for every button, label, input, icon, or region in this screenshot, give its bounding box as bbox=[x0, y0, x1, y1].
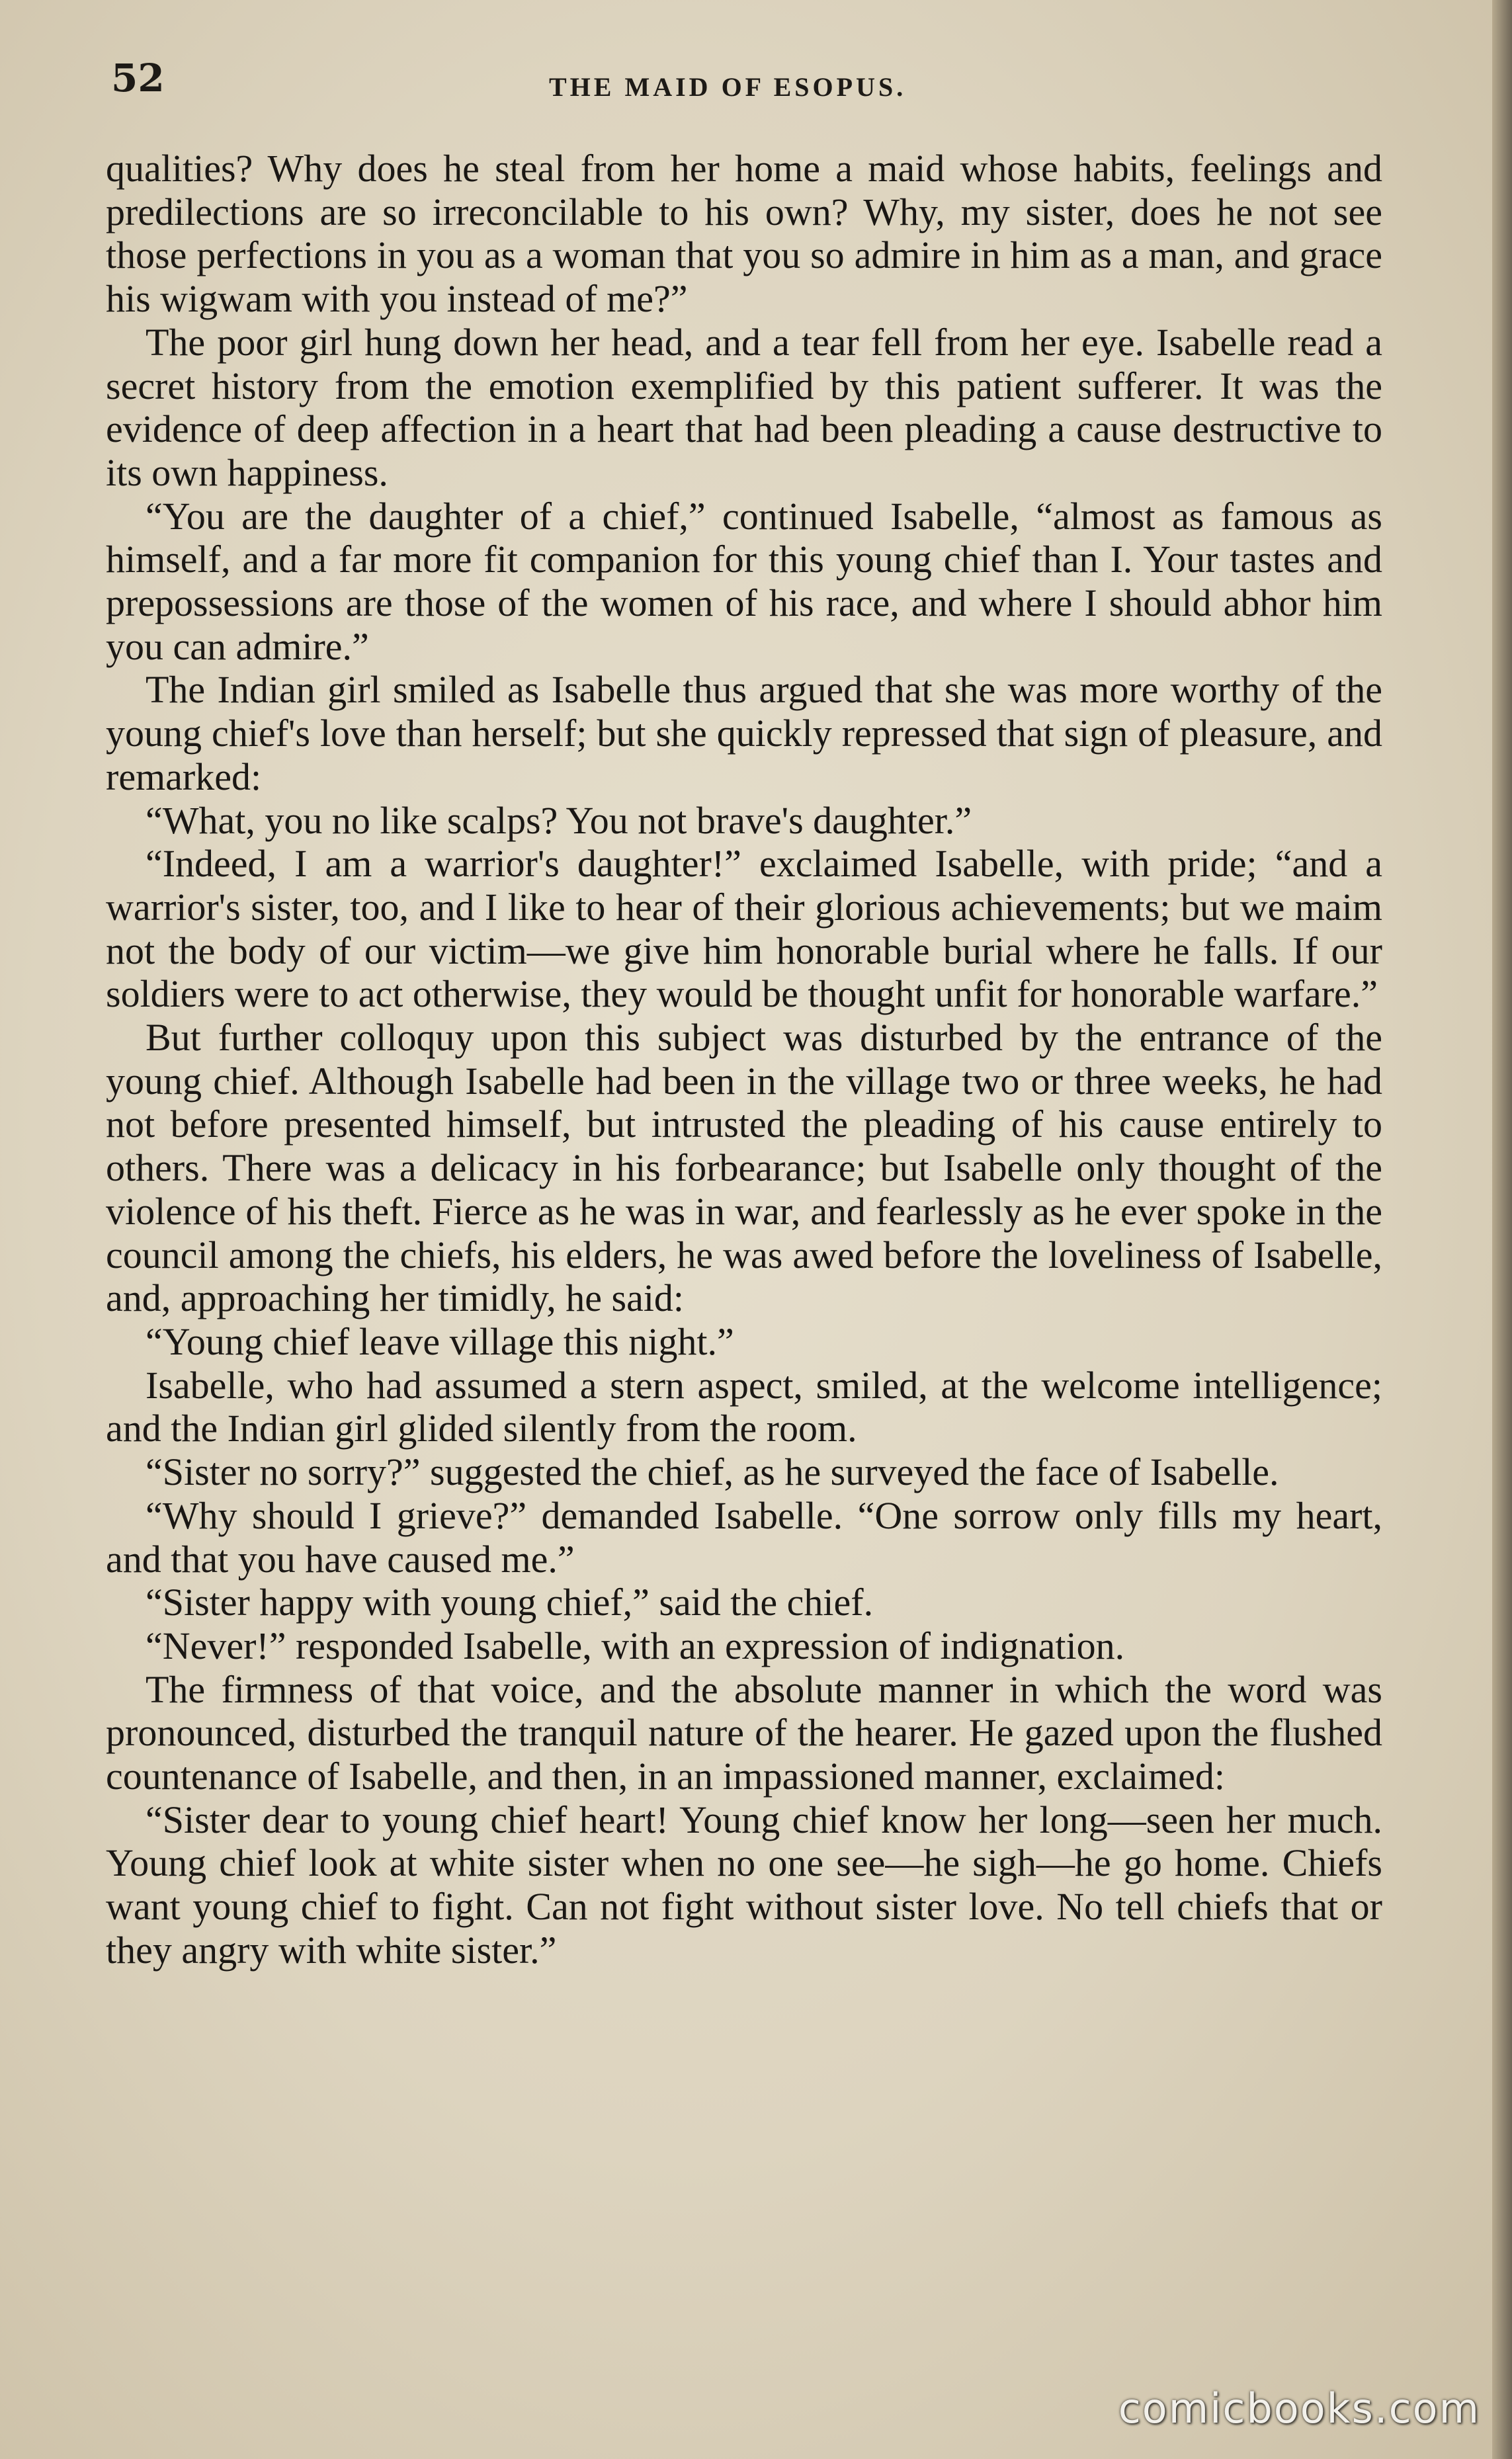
page-number: 52 bbox=[111, 56, 165, 101]
paragraph: qualities? Why does he steal from her home a maid whose habits, feelings and predilections are so irreconcilable to his own? Why, my sister, does he not see those perfections in you as a woman that you so admire in him as a man, and grace his wigwam with you instead of me?” bbox=[106, 147, 1382, 321]
paragraph: “Why should I grieve?” demanded Isabelle. “One sorrow only fills my heart, and that you have caused me.” bbox=[106, 1493, 1382, 1581]
page-header bbox=[0, 46, 1512, 126]
paragraph: “Never!” responded Isabelle, with an expression of indignation. bbox=[146, 1624, 1125, 1667]
paragraph: The poor girl hung down her head, and a tear fell from her eye. Isabelle read a secret history from the emotion exemplified by this patient sufferer. It was the evidence of deep affection in a heart that had been pleading a cause destructive to its own happiness. bbox=[106, 320, 1382, 494]
body-text bbox=[106, 147, 1382, 1972]
paragraph: The firmness of that voice, and the absolute manner in which the word was pronounced, disturbed the tranquil nature of the hearer. He gazed upon the flushed countenance of Isabelle, and then, in an impassioned manner, exclaimed: bbox=[106, 1667, 1382, 1798]
paragraph: “Indeed, I am a warrior's daughter!” exclaimed Isabelle, with pride; “and a warrior's sister, too, and I like to hear of their glorious achievements; but we maim not the body of our victim—we give him honorable burial where he falls. If our soldiers were to act otherwise, they would be thought unfit for honorable warfare.” bbox=[106, 842, 1382, 1016]
paragraph: The Indian girl smiled as Isabelle thus argued that she was more worthy of the young chief's love than herself; but she quickly repressed that sign of pleasure, and remarked: bbox=[106, 668, 1382, 798]
watermark: comicbooks.com bbox=[1118, 2384, 1480, 2433]
paragraph: Isabelle, who had assumed a stern aspect, smiled, at the welcome intelligence; and the Indian girl glided silently from the room. bbox=[106, 1363, 1382, 1450]
paragraph: “Sister no sorry?” suggested the chief, as he surveyed the face of Isabelle. bbox=[146, 1450, 1279, 1494]
paragraph: “You are the daughter of a chief,” continued Isabelle, “almost as famous as himself, and a far more fit companion for this young chief than I. Your tastes and prepossessions are those of the women of his race, and where I should abhor him you can admire.” bbox=[106, 494, 1382, 668]
page-edge-shadow bbox=[1492, 0, 1512, 2459]
paragraph: “What, you no like scalps? You not brave's daughter.” bbox=[146, 798, 972, 842]
paragraph: But further colloquy upon this subject was disturbed by the entrance of the young chief. Although Isabelle had been in the village two or three weeks, he had not before presented himself, but intrusted the pleading of his cause entirely to others. There was a delicacy in his forbearance; but Isabelle only thought of the violence of his theft. Fierce as he was in war, and fearlessly as he ever spoke in the council among the chiefs, his elders, he was awed before the loveliness of Isabelle, and, approaching her timidly, he said: bbox=[106, 1016, 1382, 1320]
paragraph: “Young chief leave village this night.” bbox=[146, 1319, 734, 1363]
running-title: THE MAID OF ESOPUS. bbox=[549, 72, 907, 102]
paragraph: “Sister dear to young chief heart! Young chief know her long—seen her much. Young chief look at white sister when no one see—he sigh—he go home. Chiefs want young chief to fight. Can not fight without sister love. No tell chiefs that or they angry with white sister.” bbox=[106, 1798, 1382, 1972]
paragraph: “Sister happy with young chief,” said the chief. bbox=[146, 1581, 874, 1624]
